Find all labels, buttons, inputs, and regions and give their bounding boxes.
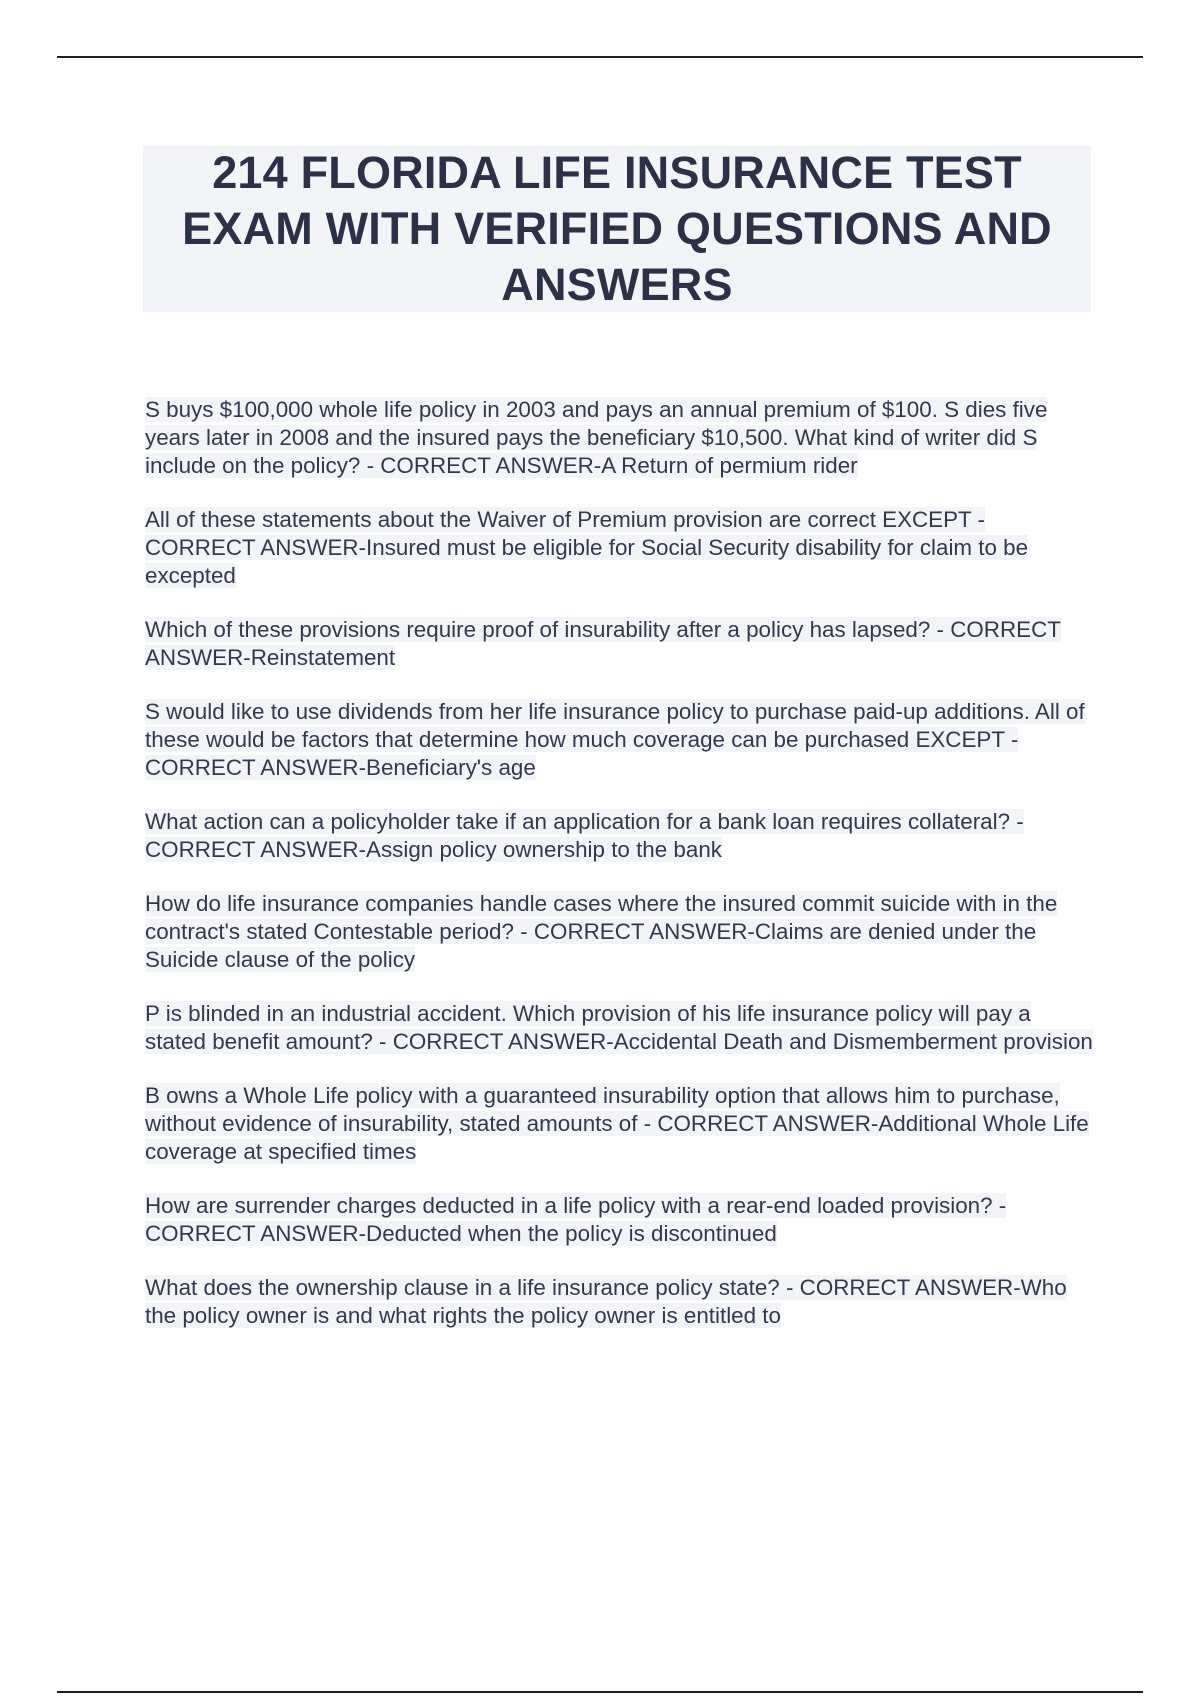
- title-banner: [143, 146, 1091, 312]
- qa-item-5: [145, 808, 1095, 864]
- qa-item-1: [145, 396, 1095, 480]
- top-divider: [57, 56, 1143, 58]
- qa-text: How do life insurance companies handle cases where the insured commit suicide with in the contract's stated Contestable period? - CORRECT ANSWER-Claims are denied under the Suicide clause of the policy: [145, 891, 1058, 972]
- qa-item-10: [145, 1274, 1095, 1330]
- qa-item-7: [145, 1000, 1095, 1056]
- qa-text: S would like to use dividends from her life insurance policy to purchase paid-up additions. All of these would be factors that determine how much coverage can be purchased EXCEPT - CORRECT ANSWER-Beneficiary's age: [145, 699, 1085, 780]
- qa-text: S buys $100,000 whole life policy in 2003 and pays an annual premium of $100. S dies five years later in 2008 and the insured pays the beneficiary $10,500. What kind of writer did S include on the policy? - CORRECT ANSWER-A Return of permium rider: [145, 397, 1048, 478]
- qa-item-3: [145, 616, 1095, 672]
- qa-text: What action can a policyholder take if an application for a bank loan requires collateral? - CORRECT ANSWER-Assign policy ownership to the bank: [145, 809, 1024, 862]
- qa-list: [145, 396, 1095, 1356]
- bottom-divider: [57, 1691, 1143, 1693]
- qa-item-2: [145, 506, 1095, 590]
- qa-text: All of these statements about the Waiver of Premium provision are correct EXCEPT - CORRECT ANSWER-Insured must be eligible for Social Security disability for claim to be excepted: [145, 507, 1029, 588]
- qa-item-9: [145, 1192, 1095, 1248]
- qa-item-8: [145, 1082, 1095, 1166]
- qa-text: How are surrender charges deducted in a life policy with a rear-end loaded provision? - CORRECT ANSWER-Deducted when the policy is discontinued: [145, 1193, 1007, 1246]
- qa-text: B owns a Whole Life policy with a guaranteed insurability option that allows him to purchase, without evidence of insurability, stated amounts of - CORRECT ANSWER-Additional Whole Life coverage at specified times: [145, 1083, 1089, 1164]
- document-title: 214 FLORIDA LIFE INSURANCE TEST EXAM WITH VERIFIED QUESTIONS AND ANSWERS: [182, 147, 1052, 310]
- qa-text: P is blinded in an industrial accident. Which provision of his life insurance policy will pay a stated benefit amount? - CORRECT ANSWER-Accidental Death and Dismemberment provision: [145, 1001, 1093, 1054]
- qa-text: What does the ownership clause in a life insurance policy state? - CORRECT ANSWER-Who the policy owner is and what rights the policy owner is entitled to: [145, 1275, 1067, 1328]
- qa-text: Which of these provisions require proof of insurability after a policy has lapsed? - CORRECT ANSWER-Reinstatement: [145, 617, 1061, 670]
- qa-item-6: [145, 890, 1095, 974]
- qa-item-4: [145, 698, 1095, 782]
